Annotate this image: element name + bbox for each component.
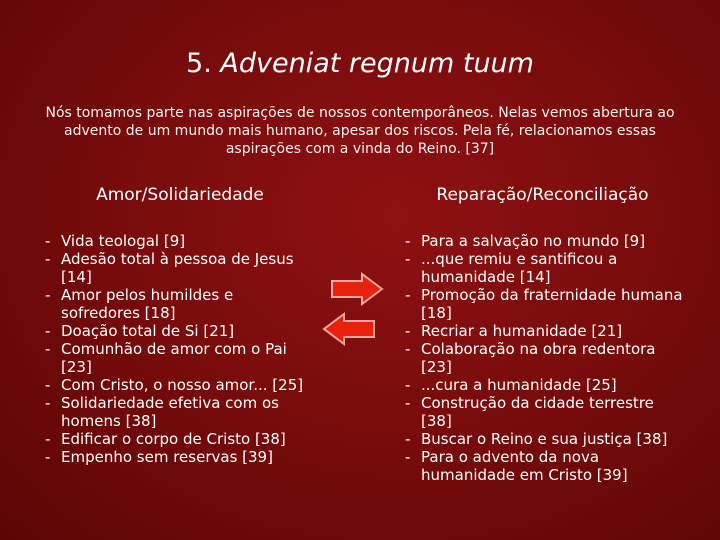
arrow-right-shape [332,274,382,304]
list-item: - Comunhão de amor com o Pai [23] [45,340,315,376]
slide-title-text: Adveniat regnum tuum [220,48,534,80]
list-item: - ...que remiu e santificou a humanidade [14] [405,250,685,286]
list-item: - Recriar a humanidade [21] [405,322,685,340]
list-item: - Amor pelos humildes e sofredores [18] [45,286,315,322]
list-item: - Para a salvação no mundo [9] [405,232,685,250]
list-item: - Edificar o corpo de Cristo [38] [45,430,315,448]
list-item: - Com Cristo, o nosso amor... [25] [45,376,315,394]
arrow-left-icon [322,312,376,346]
right-column-list [405,232,685,484]
list-item: - ...cura a humanidade [25] [405,376,685,394]
intro-paragraph: Nós tomamos parte nas aspirações de nossos contemporâneos. Nelas vemos abertura ao advento de um mundo mais humano, apesar dos riscos. Pela fé, relacionamos essas aspirações com a vinda do Reino. [37] [45,105,675,157]
list-item: - Colaboração na obra redentora [23] [405,340,685,376]
list-item: - Promoção da fraternidade humana [18] [405,286,685,322]
slide-number: 5. [186,48,212,80]
slide-title [0,46,720,82]
list-item: - Doação total de Si [21] [45,322,315,340]
arrow-left-shape [324,314,374,344]
left-column-heading: Amor/Solidariedade [96,185,264,205]
list-item: - Empenho sem reservas [39] [45,448,315,466]
list-item: - Buscar o Reino e sua justiça [38] [405,430,685,448]
list-item: - Adesão total à pessoa de Jesus [14] [45,250,315,286]
list-item: - Construção da cidade terrestre [38] [405,394,685,430]
list-item: - Vida teologal [9] [45,232,315,250]
right-column-heading: Reparação/Reconciliação [436,185,649,205]
left-column-list [45,232,315,466]
list-item: - Para o advento da nova humanidade em Cristo [39] [405,448,685,484]
arrow-right-icon [330,272,384,306]
list-item: - Solidariedade efetiva com os homens [38] [45,394,315,430]
